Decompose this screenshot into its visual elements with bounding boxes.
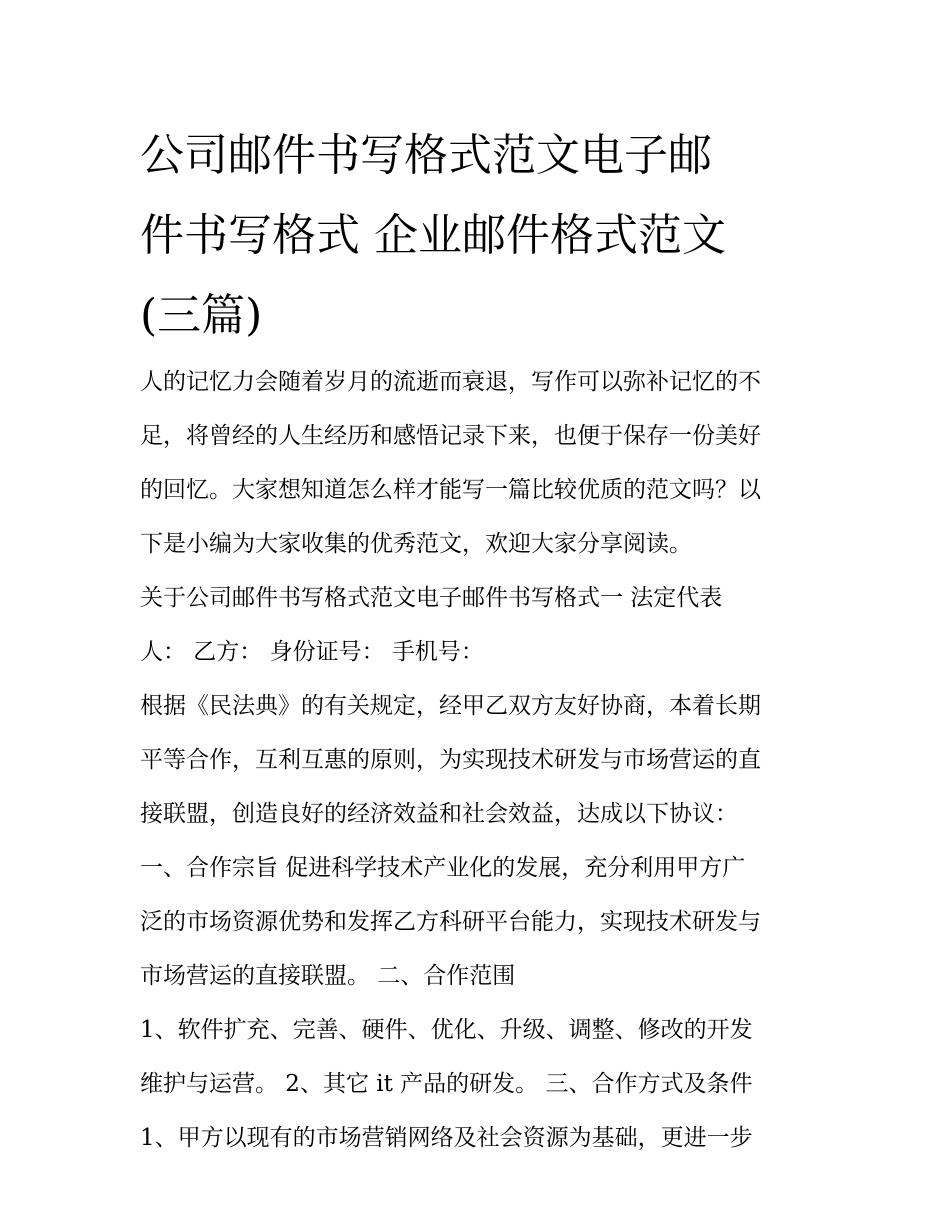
- body-line-2: 足，将曾经的人生经历和感悟记录下来，也便于保存一份美好: [140, 423, 761, 449]
- body-line-5: 关于公司邮件书写格式范文电子邮件书写格式一 法定代表: [140, 585, 723, 611]
- title-line-2: 件书写格式 企业邮件格式范文: [140, 210, 726, 261]
- body-line-7: 根据《民法典》的有关规定，经甲乙双方友好协商，本着长期: [140, 693, 761, 719]
- body-line-11: 泛的市场资源优势和发挥乙方科研平台能力，实现技术研发与: [140, 909, 761, 935]
- title-line-3: (三篇): [140, 290, 263, 341]
- body-line-4: 下是小编为大家收集的优秀范文，欢迎大家分享阅读。: [140, 531, 692, 557]
- body-line-8: 平等合作，互利互惠的原则，为实现技术研发与市场营运的直: [140, 747, 761, 773]
- body-line-15: 1、甲方以现有的市场营销网络及社会资源为基础，更进一步: [140, 1125, 753, 1151]
- body-line-9: 接联盟，创造良好的经济效益和社会效益，达成以下协议：: [140, 801, 738, 827]
- body-line-10: 一、合作宗旨 促进科学技术产业化的发展，充分利用甲方广: [140, 855, 746, 881]
- body-line-13: 1、软件扩充、完善、硬件、优化、升级、调整、修改的开发: [140, 1017, 753, 1043]
- body-line-3: 的回忆。大家想知道怎么样才能写一篇比较优质的范文吗？以: [140, 477, 761, 503]
- body-line-12: 市场营运的直接联盟。 二、合作范围: [140, 963, 516, 989]
- title-line-1: 公司邮件书写格式范文电子邮: [140, 130, 712, 181]
- body-line-6: 人： 乙方： 身份证号： 手机号：: [140, 639, 484, 665]
- body-line-1: 人的记忆力会随着岁月的流逝而衰退，写作可以弥补记忆的不: [140, 369, 761, 395]
- body-line-14: 维护与运营。 2、其它 it 产品的研发。 三、合作方式及条件: [140, 1071, 753, 1097]
- document-title: [140, 116, 830, 356]
- document-body: [140, 355, 830, 1165]
